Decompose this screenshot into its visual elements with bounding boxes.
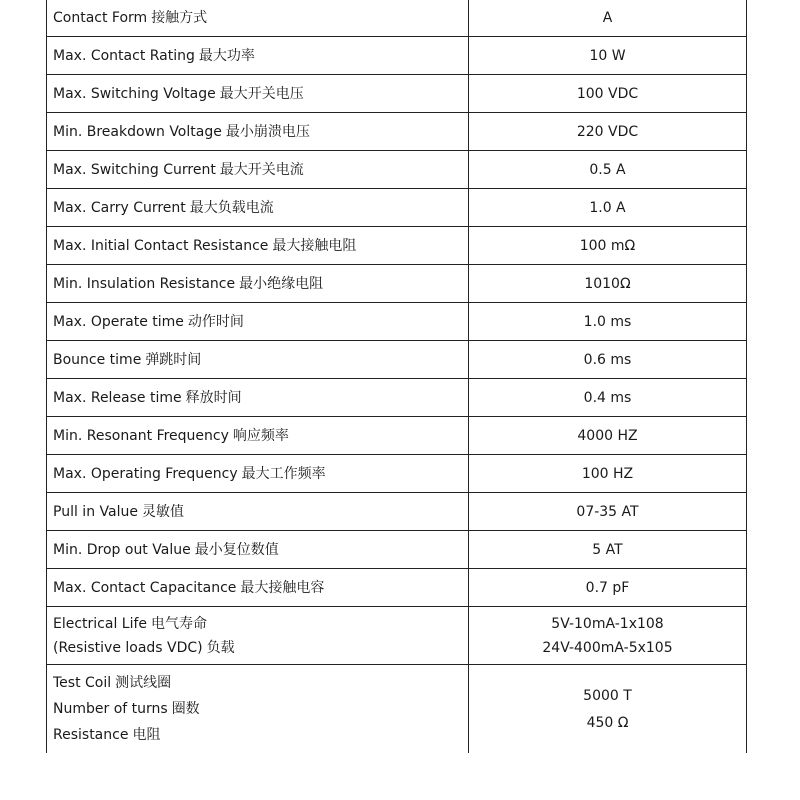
param-label-zh: 最小崩溃电压 — [225, 123, 310, 140]
param-label: Bounce time — [53, 351, 142, 368]
param-cell — [47, 379, 469, 417]
table-row-switching-voltage — [47, 75, 747, 113]
param-cell — [47, 665, 469, 754]
value-cell — [469, 665, 747, 754]
spec-table — [46, 0, 747, 753]
param-label-zh: 弹跳时间 — [145, 351, 202, 368]
param-cell — [47, 75, 469, 113]
param-label: Min. Resonant Frequency — [53, 427, 229, 444]
param-label-zh: 最大功率 — [198, 47, 255, 64]
spec-table-body — [47, 0, 747, 753]
param-label: Max. Contact Rating — [53, 47, 195, 64]
param-cell — [47, 303, 469, 341]
param-label-zh: 灵敏值 — [141, 503, 184, 520]
value-cell: 1.0 ms — [469, 303, 747, 341]
value-cell — [469, 607, 747, 665]
param-cell — [47, 151, 469, 189]
param-label: Max. Switching Voltage — [53, 85, 216, 102]
value-cell: 07-35 AT — [469, 493, 747, 531]
param-label-zh: 动作时间 — [187, 313, 244, 330]
param-cell — [47, 265, 469, 303]
param-cell — [47, 531, 469, 569]
value-line: 24V-400mA-5x105 — [542, 639, 673, 656]
param-label: Max. Operate time — [53, 313, 184, 330]
param-label-zh: 接触方式 — [151, 10, 208, 26]
param-label: Min. Breakdown Voltage — [53, 123, 222, 140]
param-label-zh: 圈数 — [171, 701, 200, 717]
table-row-release-time — [47, 379, 747, 417]
value-cell: 1010Ω — [469, 265, 747, 303]
param-label: Max. Initial Contact Resistance — [53, 237, 269, 254]
table-row-contact-resistance — [47, 227, 747, 265]
param-line — [53, 676, 468, 690]
param-label-zh: 电阻 — [132, 727, 161, 743]
param-label-zh: 最大负载电流 — [189, 199, 274, 216]
param-line — [53, 728, 468, 742]
param-label: Pull in Value — [53, 503, 138, 520]
table-row-pull-in-value — [47, 493, 747, 531]
param-cell — [47, 227, 469, 265]
param-label-zh: 最大工作频率 — [241, 465, 326, 482]
table-row-operate-time — [47, 303, 747, 341]
param-label: Min. Insulation Resistance — [53, 275, 236, 292]
value-cell: 0.7 pF — [469, 569, 747, 607]
param-label-zh: 最小绝缘电阻 — [239, 275, 324, 292]
table-row-drop-out-value — [47, 531, 747, 569]
value-line: 5V-10mA-1x108 — [551, 615, 664, 632]
value-cell: 220 VDC — [469, 113, 747, 151]
param-label-zh: 电气寿命 — [151, 615, 208, 632]
param-line — [53, 641, 468, 655]
value-cell: 0.4 ms — [469, 379, 747, 417]
table-row-insulation-resistance — [47, 265, 747, 303]
value-cell: 1.0 A — [469, 189, 747, 227]
param-cell — [47, 0, 469, 37]
value-cell: 0.6 ms — [469, 341, 747, 379]
param-cell — [47, 341, 469, 379]
param-label: Max. Carry Current — [53, 199, 186, 216]
param-label: Resistance — [53, 727, 129, 743]
param-label-zh: 最大开关电流 — [219, 161, 304, 178]
param-cell — [47, 607, 469, 665]
value-cell: 100 HZ — [469, 455, 747, 493]
value-cell: 0.5 A — [469, 151, 747, 189]
param-label: Max. Contact Capacitance — [53, 579, 237, 596]
param-label: Max. Switching Current — [53, 161, 216, 178]
value-line: 450 Ω — [586, 714, 629, 731]
value-cell: 10 W — [469, 37, 747, 75]
param-cell — [47, 455, 469, 493]
value-cell: 5 AT — [469, 531, 747, 569]
param-label: Electrical Life — [53, 615, 148, 632]
table-row-carry-current — [47, 189, 747, 227]
param-label-zh: 负载 — [206, 639, 235, 656]
param-label: Max. Operating Frequency — [53, 465, 238, 482]
param-cell — [47, 417, 469, 455]
param-label: Min. Drop out Value — [53, 541, 191, 558]
value-cell: 100 VDC — [469, 75, 747, 113]
table-row-electrical-life — [47, 607, 747, 665]
table-row-switching-current — [47, 151, 747, 189]
table-row-test-coil — [47, 665, 747, 754]
table-row-contact-rating — [47, 37, 747, 75]
param-label: Max. Release time — [53, 389, 182, 406]
param-label-zh: 最大开关电压 — [219, 85, 304, 102]
param-label-zh: 最大接触电容 — [240, 579, 325, 596]
table-row-contact-form — [47, 0, 747, 37]
param-label: (Resistive loads VDC) — [53, 639, 203, 656]
param-cell — [47, 113, 469, 151]
table-row-breakdown-voltage — [47, 113, 747, 151]
value-cell: A — [469, 0, 747, 37]
value-line: 5000 T — [583, 687, 632, 704]
table-row-bounce-time — [47, 341, 747, 379]
value-cell: 4000 HZ — [469, 417, 747, 455]
value-cell: 100 mΩ — [469, 227, 747, 265]
param-label: Test Coil — [53, 675, 112, 691]
param-label-zh: 测试线圈 — [115, 675, 172, 691]
param-cell — [47, 493, 469, 531]
param-label-zh: 最大接触电阻 — [272, 237, 357, 254]
param-cell — [47, 189, 469, 227]
param-cell — [47, 569, 469, 607]
param-line — [53, 702, 468, 716]
param-label-zh: 响应频率 — [232, 427, 289, 444]
param-label-zh: 最小复位数值 — [194, 541, 279, 558]
table-row-contact-capacitance — [47, 569, 747, 607]
table-row-resonant-frequency — [47, 417, 747, 455]
param-label-zh: 释放时间 — [185, 389, 242, 406]
param-line — [53, 617, 468, 631]
param-cell — [47, 37, 469, 75]
param-label: Contact Form — [53, 10, 148, 26]
table-row-operating-frequency — [47, 455, 747, 493]
param-label: Number of turns — [53, 701, 168, 717]
